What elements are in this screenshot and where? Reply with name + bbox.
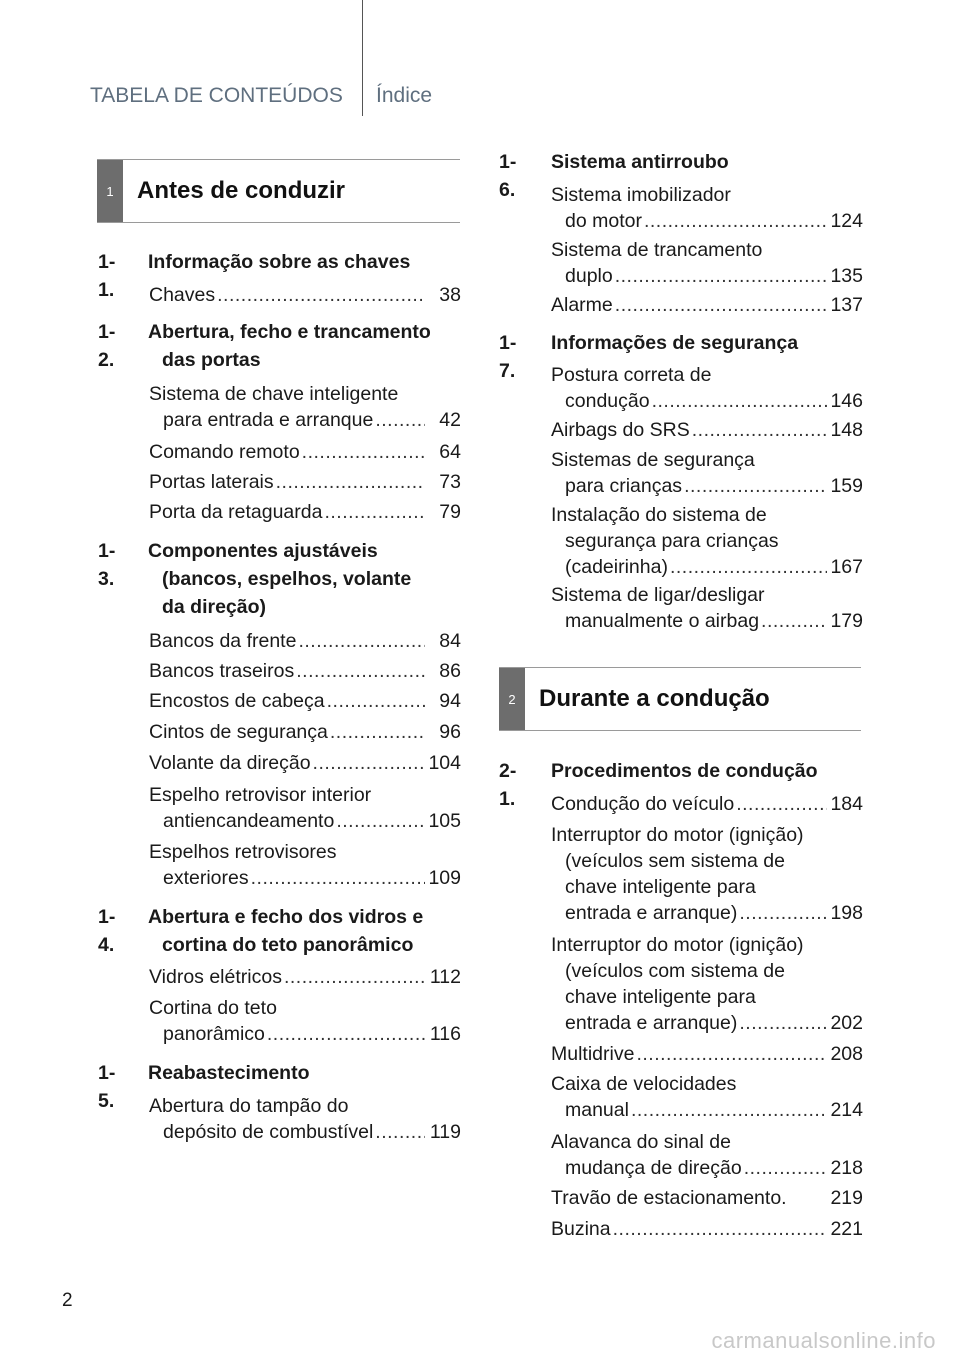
toc-entry[interactable]: Alavanca do sinal de mudança de direção ..... 218 xyxy=(551,1129,863,1181)
toc-entry[interactable]: Sistema de trancamento duplo ..... 135 xyxy=(551,237,863,289)
toc-entry[interactable]: Instalação do sistema de segurança para crianças (cadeirinha) ..... 167 xyxy=(551,502,863,580)
toc-entry[interactable]: Postura correta de condução ..... 146 xyxy=(551,362,863,414)
chapter-heading-2 xyxy=(499,667,861,731)
chapter-number: 2 xyxy=(499,668,525,730)
toc-entry[interactable]: Condução do veículo ..... 184 xyxy=(551,791,863,817)
toc-entry[interactable]: Buzina ..... 221 xyxy=(551,1216,863,1242)
toc-entry[interactable]: Encostos de cabeça ..... 94 xyxy=(149,688,461,714)
chapter-title: Durante a condução xyxy=(539,685,770,712)
chapter-number: 1 xyxy=(97,160,123,222)
toc-entry[interactable]: Travão de estacionamento. 219 xyxy=(551,1187,863,1209)
page-number: 2 xyxy=(62,1290,73,1311)
toc-entry[interactable]: Sistema de ligar/desligar manualmente o airbag ..... 179 xyxy=(551,582,863,634)
toc-entry[interactable]: Espelhos retrovisores exteriores ..... 109 xyxy=(149,839,461,891)
toc-entry[interactable]: Multidrive ..... 208 xyxy=(551,1041,863,1067)
toc-link[interactable]: TABELA DE CONTEÚDOS xyxy=(90,84,343,107)
toc-entry[interactable]: Airbags do SRS ..... 148 xyxy=(551,417,863,443)
toc-entry[interactable]: Caixa de velocidades manual ..... 214 xyxy=(551,1071,863,1123)
toc-entry[interactable]: Portas laterais ..... 73 xyxy=(149,469,461,495)
toc-entry[interactable]: Sistema imobilizador do motor ..... 124 xyxy=(551,182,863,234)
toc-entry[interactable]: Sistema de chave inteligente para entrada e arranque ..... 42 xyxy=(149,381,461,433)
chapter-heading-1 xyxy=(97,159,460,223)
watermark: carmanualsonline.info xyxy=(711,1328,936,1353)
page-ref: 38 xyxy=(439,284,461,306)
toc-entry[interactable]: Vidros elétricos ..... 112 xyxy=(149,964,461,990)
toc-entry[interactable]: Porta da retaguarda ..... 79 xyxy=(149,499,461,525)
toc-entry[interactable]: Chaves ..... 38 xyxy=(149,282,461,308)
header-divider xyxy=(362,0,363,116)
toc-entry[interactable]: Volante da direção ..... 104 xyxy=(149,750,461,776)
toc-entry[interactable]: Alarme ..... 137 xyxy=(551,292,863,318)
toc-entry[interactable]: Interruptor do motor (ignição) (veículos com sistema de chave inteligente para entrada e arranque) ..... 202 xyxy=(551,932,863,1036)
toc-entry[interactable]: Sistemas de segurança para crianças ..... 159 xyxy=(551,447,863,499)
toc-entry[interactable]: Cintos de segurança ..... 96 xyxy=(149,719,461,745)
toc-entry[interactable]: Abertura do tampão do depósito de combustível ..... 119 xyxy=(149,1093,461,1145)
index-link[interactable]: Índice xyxy=(376,84,433,107)
toc-entry[interactable]: Bancos traseiros ..... 86 xyxy=(149,658,461,684)
toc-entry[interactable]: Espelho retrovisor interior antiencandeamento ..... 105 xyxy=(149,782,461,834)
toc-entry[interactable]: Cortina do teto panorâmico ..... 116 xyxy=(149,995,461,1047)
toc-entry[interactable]: Interruptor do motor (ignição) (veículos sem sistema de chave inteligente para entrada e arranque) ..... 198 xyxy=(551,822,863,926)
chapter-title: Antes de conduzir xyxy=(137,177,346,204)
toc-entry[interactable]: Comando remoto ..... 64 xyxy=(149,439,461,465)
toc-entry[interactable]: Bancos da frente ..... 84 xyxy=(149,628,461,654)
